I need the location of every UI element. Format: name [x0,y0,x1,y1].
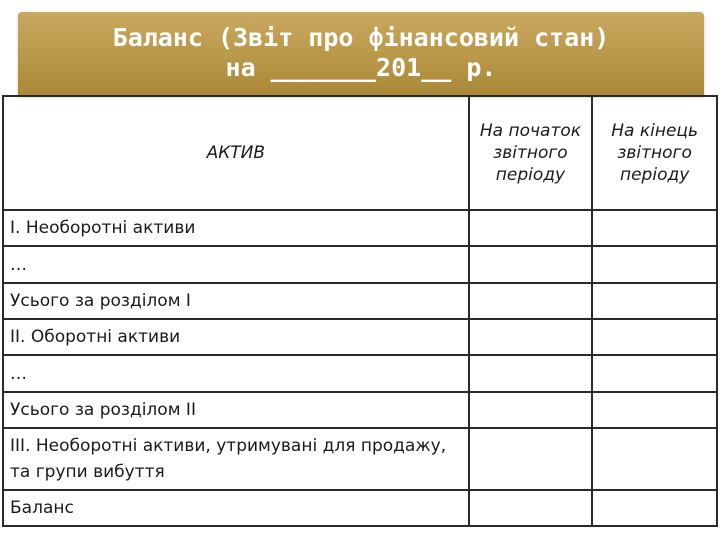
cell-start [469,319,593,355]
header-period-end: На кінець звітного періоду [592,96,717,210]
table-row [3,210,717,246]
row-label: Усього за розділом ІІ [3,392,469,428]
row-label: … [3,246,469,282]
cell-start [469,355,593,391]
cell-end [592,428,717,490]
cell-end [592,246,717,282]
row-label: І. Необоротні активи [3,210,469,246]
header-assets: АКТИВ [3,96,469,210]
balance-table [2,95,718,527]
cell-start [469,428,593,490]
cell-end [592,319,717,355]
table-row [3,490,717,526]
header-period-start: На початок звітного періоду [469,96,593,210]
row-label: ІІ. Оборотні активи [3,319,469,355]
table-row [3,246,717,282]
table-header-row [3,96,717,210]
table-row [3,428,717,490]
title-banner [18,12,704,96]
title-line-1: Баланс (Звіт про фінансовий стан) [112,23,610,52]
cell-start [469,490,593,526]
cell-end [592,210,717,246]
row-label: Баланс [3,490,469,526]
cell-end [592,283,717,319]
row-label: Усього за розділом І [3,283,469,319]
cell-start [469,392,593,428]
table-row [3,355,717,391]
cell-start [469,283,593,319]
title-line-2: на _______201__ р. [225,53,497,82]
cell-end [592,355,717,391]
row-label: ІІІ. Необоротні активи, утримувані для продажу, та групи вибуття [3,428,469,490]
cell-start [469,210,593,246]
cell-start [469,246,593,282]
row-label: … [3,355,469,391]
cell-end [592,392,717,428]
table-row [3,319,717,355]
cell-end [592,490,717,526]
table-row [3,283,717,319]
table-row [3,392,717,428]
